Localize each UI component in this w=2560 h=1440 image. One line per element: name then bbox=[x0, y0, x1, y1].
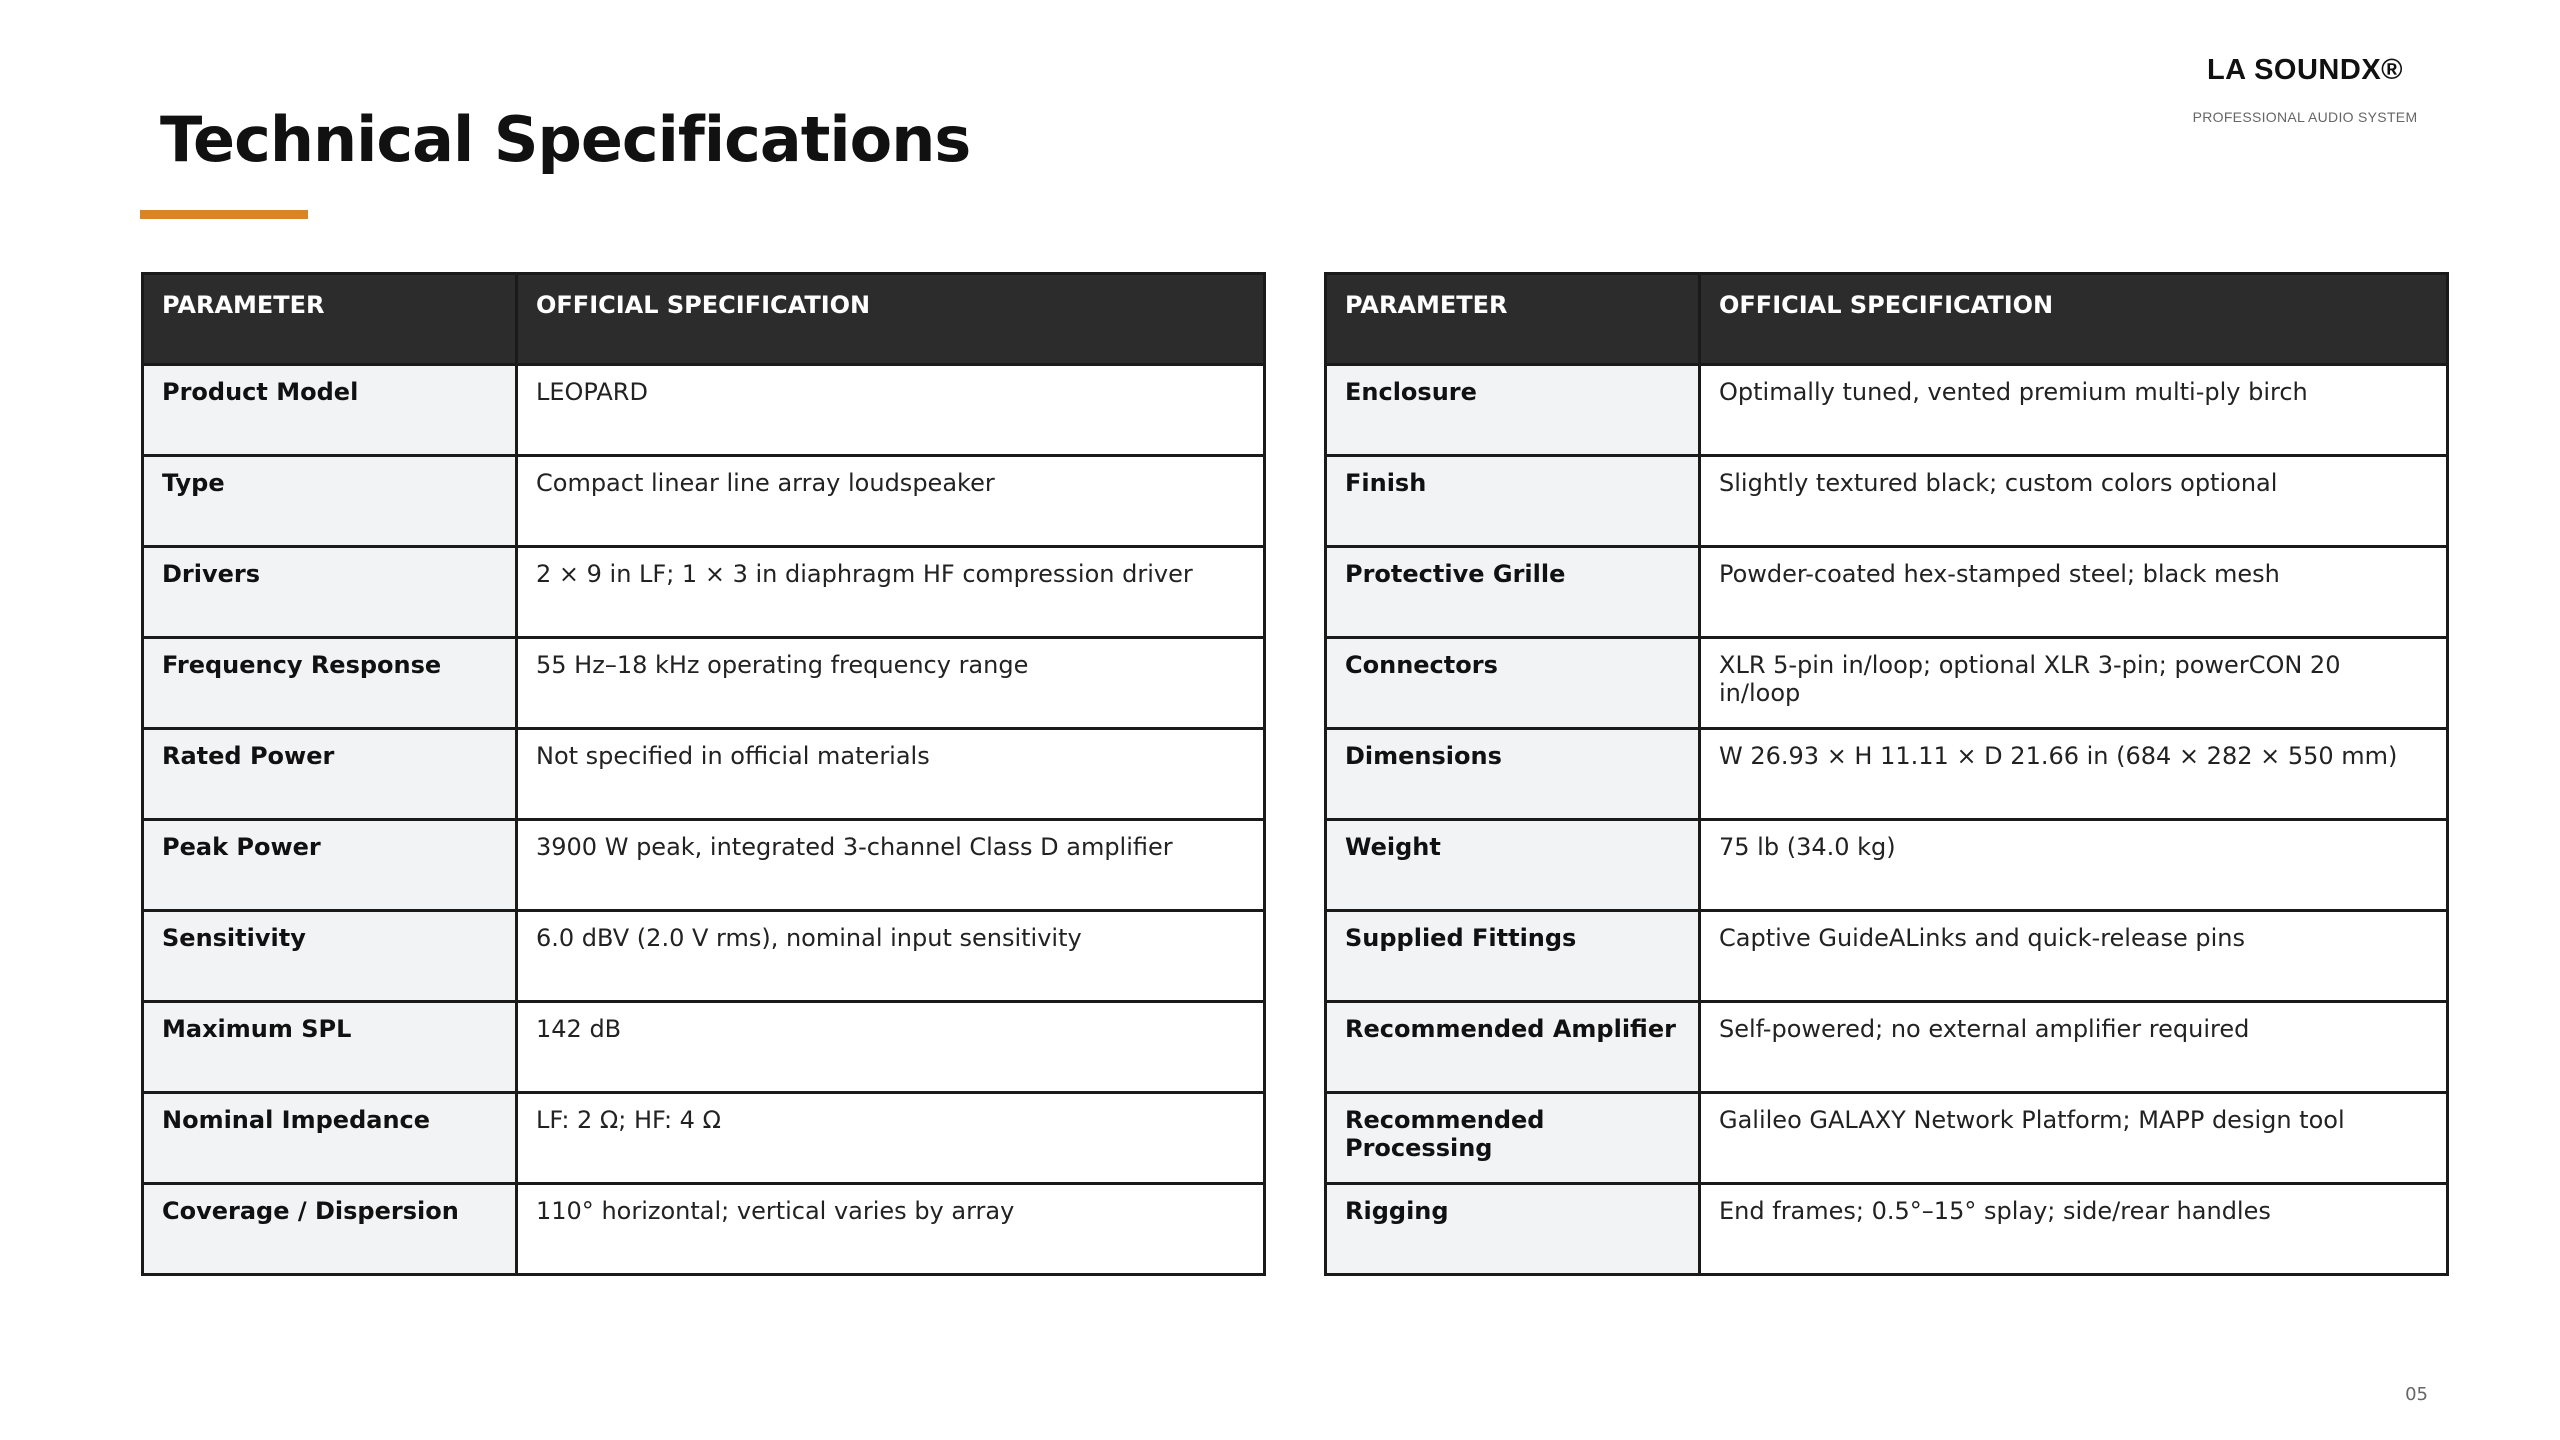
table-row bbox=[1326, 1093, 2448, 1184]
header-parameter: PARAMETER bbox=[143, 274, 517, 365]
table-row bbox=[1326, 547, 2448, 638]
header-official-specification: OFFICIAL SPECIFICATION bbox=[1700, 274, 2448, 365]
table-row bbox=[1326, 638, 2448, 729]
param-cell: Recommended Amplifier bbox=[1326, 1002, 1700, 1093]
value-cell: 6.0 dBV (2.0 V rms), nominal input sensitivity bbox=[517, 911, 1265, 1002]
param-cell: Finish bbox=[1326, 456, 1700, 547]
value-cell: 3900 W peak, integrated 3-channel Class D amplifier bbox=[517, 820, 1265, 911]
value-cell: Optimally tuned, vented premium multi-ply birch bbox=[1700, 365, 2448, 456]
param-cell: Protective Grille bbox=[1326, 547, 1700, 638]
header-parameter: PARAMETER bbox=[1326, 274, 1700, 365]
table-row bbox=[143, 911, 1265, 1002]
spec-table-left bbox=[141, 272, 1266, 1276]
table-row bbox=[1326, 911, 2448, 1002]
title-accent-rule bbox=[140, 210, 308, 219]
page-number: 05 bbox=[2405, 1384, 2428, 1405]
table-row bbox=[1326, 820, 2448, 911]
param-cell: Frequency Response bbox=[143, 638, 517, 729]
table-row bbox=[143, 456, 1265, 547]
param-cell: Rigging bbox=[1326, 1184, 1700, 1275]
table-row bbox=[143, 1184, 1265, 1275]
param-cell: Type bbox=[143, 456, 517, 547]
param-cell: Product Model bbox=[143, 365, 517, 456]
param-cell: Nominal Impedance bbox=[143, 1093, 517, 1184]
value-cell: LEOPARD bbox=[517, 365, 1265, 456]
table-row bbox=[143, 1093, 1265, 1184]
brand-name: LA SOUNDX® bbox=[2206, 54, 2404, 86]
value-cell: End frames; 0.5°–15° splay; side/rear handles bbox=[1700, 1184, 2448, 1275]
value-cell: LF: 2 Ω; HF: 4 Ω bbox=[517, 1093, 1265, 1184]
table-header-row bbox=[143, 274, 1265, 365]
param-cell: Recommended Processing bbox=[1326, 1093, 1700, 1184]
value-cell: W 26.93 × H 11.11 × D 21.66 in (684 × 282 × 550 mm) bbox=[1700, 729, 2448, 820]
value-cell: XLR 5-pin in/loop; optional XLR 3-pin; powerCON 20 in/loop bbox=[1700, 638, 2448, 729]
param-cell: Drivers bbox=[143, 547, 517, 638]
param-cell: Sensitivity bbox=[143, 911, 517, 1002]
param-cell: Rated Power bbox=[143, 729, 517, 820]
table-row bbox=[143, 638, 1265, 729]
value-cell: Slightly textured black; custom colors optional bbox=[1700, 456, 2448, 547]
table-row bbox=[1326, 456, 2448, 547]
param-cell: Peak Power bbox=[143, 820, 517, 911]
table-row bbox=[1326, 1002, 2448, 1093]
value-cell: Captive GuideALinks and quick-release pins bbox=[1700, 911, 2448, 1002]
page-title: Technical Specifications bbox=[160, 103, 971, 176]
value-cell: 142 dB bbox=[517, 1002, 1265, 1093]
value-cell: 55 Hz–18 kHz operating frequency range bbox=[517, 638, 1265, 729]
table-row bbox=[1326, 365, 2448, 456]
value-cell: 110° horizontal; vertical varies by array bbox=[517, 1184, 1265, 1275]
header-official-specification: OFFICIAL SPECIFICATION bbox=[517, 274, 1265, 365]
value-cell: Self-powered; no external amplifier required bbox=[1700, 1002, 2448, 1093]
param-cell: Coverage / Dispersion bbox=[143, 1184, 517, 1275]
value-cell: Galileo GALAXY Network Platform; MAPP design tool bbox=[1700, 1093, 2448, 1184]
param-cell: Connectors bbox=[1326, 638, 1700, 729]
spec-table-right bbox=[1324, 272, 2449, 1276]
table-row bbox=[143, 1002, 1265, 1093]
param-cell: Enclosure bbox=[1326, 365, 1700, 456]
brand-tagline: PROFESSIONAL AUDIO SYSTEM bbox=[2192, 109, 2418, 125]
param-cell: Maximum SPL bbox=[143, 1002, 517, 1093]
value-cell: 2 × 9 in LF; 1 × 3 in diaphragm HF compression driver bbox=[517, 547, 1265, 638]
table-row bbox=[143, 365, 1265, 456]
value-cell: Not specified in official materials bbox=[517, 729, 1265, 820]
table-row bbox=[1326, 729, 2448, 820]
table-row bbox=[1326, 1184, 2448, 1275]
brand-block bbox=[2155, 50, 2455, 125]
param-cell: Supplied Fittings bbox=[1326, 911, 1700, 1002]
value-cell: 75 lb (34.0 kg) bbox=[1700, 820, 2448, 911]
table-row bbox=[143, 729, 1265, 820]
param-cell: Weight bbox=[1326, 820, 1700, 911]
param-cell: Dimensions bbox=[1326, 729, 1700, 820]
table-row bbox=[143, 547, 1265, 638]
table-header-row bbox=[1326, 274, 2448, 365]
value-cell: Compact linear line array loudspeaker bbox=[517, 456, 1265, 547]
value-cell: Powder-coated hex-stamped steel; black mesh bbox=[1700, 547, 2448, 638]
table-row bbox=[143, 820, 1265, 911]
